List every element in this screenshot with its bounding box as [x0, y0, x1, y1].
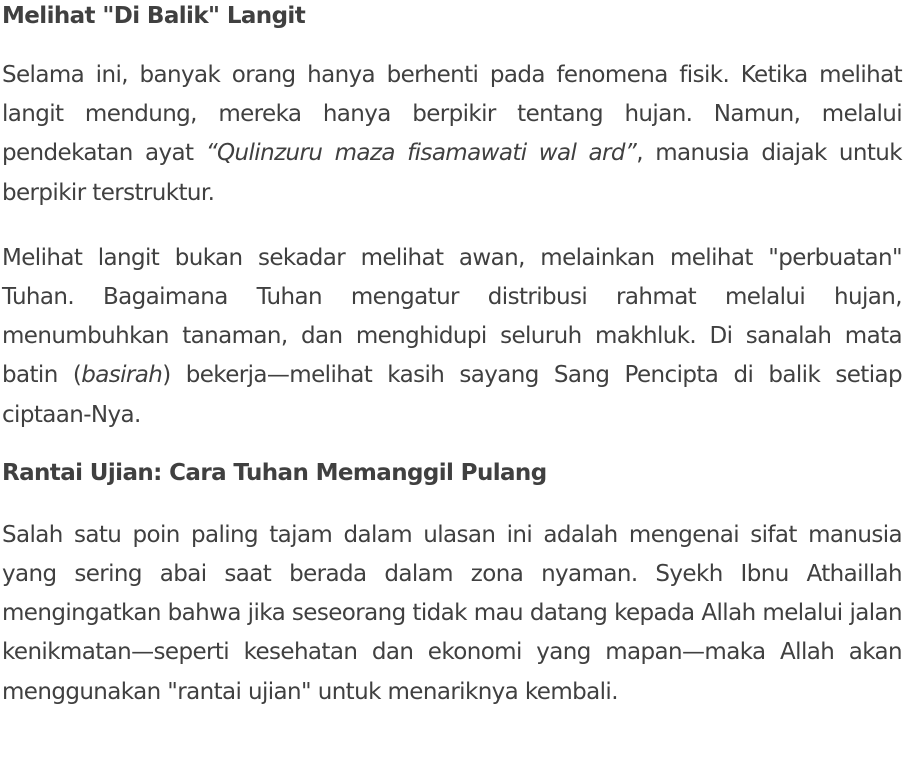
section-heading-melihat-langit: Melihat "Di Balik" Langit: [2, 3, 306, 29]
verse-quote: “Qulinzuru maza fisamawati wal ard”: [205, 140, 637, 167]
paragraph-text: Melihat langit bukan sekadar melihat awan, melainkan melihat "perbuatan" Tuhan. Bagaimana Tuhan mengatur distribusi rahmat melalui hujan, menumbuhkan tanaman, dan menghidupi seluruh makhluk. Di sanalah mata batin (: [2, 244, 902, 389]
paragraph-text: ) bekerja—melihat kasih sayang Sang Pencipta di balik setiap ciptaan-Nya.: [2, 362, 902, 428]
section-heading-rantai-ujian: Rantai Ujian: Cara Tuhan Memanggil Pulang: [2, 459, 547, 486]
paragraph-fenomena-fisik: [2, 56, 902, 213]
basirah-term: basirah: [81, 362, 163, 389]
paragraph-text: Selama ini, banyak orang hanya berhenti pada fenomena fisik. Ketika melihat langit mendung, mereka hanya berpikir tentang hujan. Namun, melalui pendekatan ayat: [2, 62, 902, 167]
article-body: [2, 0, 902, 712]
paragraph-rantai-ujian: Salah satu poin paling tajam dalam ulasan ini adalah mengenai sifat manusia yang sering abai saat berada dalam zona nyaman. Syekh Ibnu Athaillah mengingatkan bahwa jika seseorang tidak mau datang kepada Allah melalui jalan kenikmatan—seperti kesehatan dan ekonomi yang mapan—maka Allah akan menggunakan "rantai ujian" untuk menariknya kembali.: [2, 521, 902, 705]
paragraph-perbuatan-tuhan: [2, 239, 902, 435]
paragraph-text: , manusia diajak untuk berpikir terstruktur.: [2, 140, 902, 206]
